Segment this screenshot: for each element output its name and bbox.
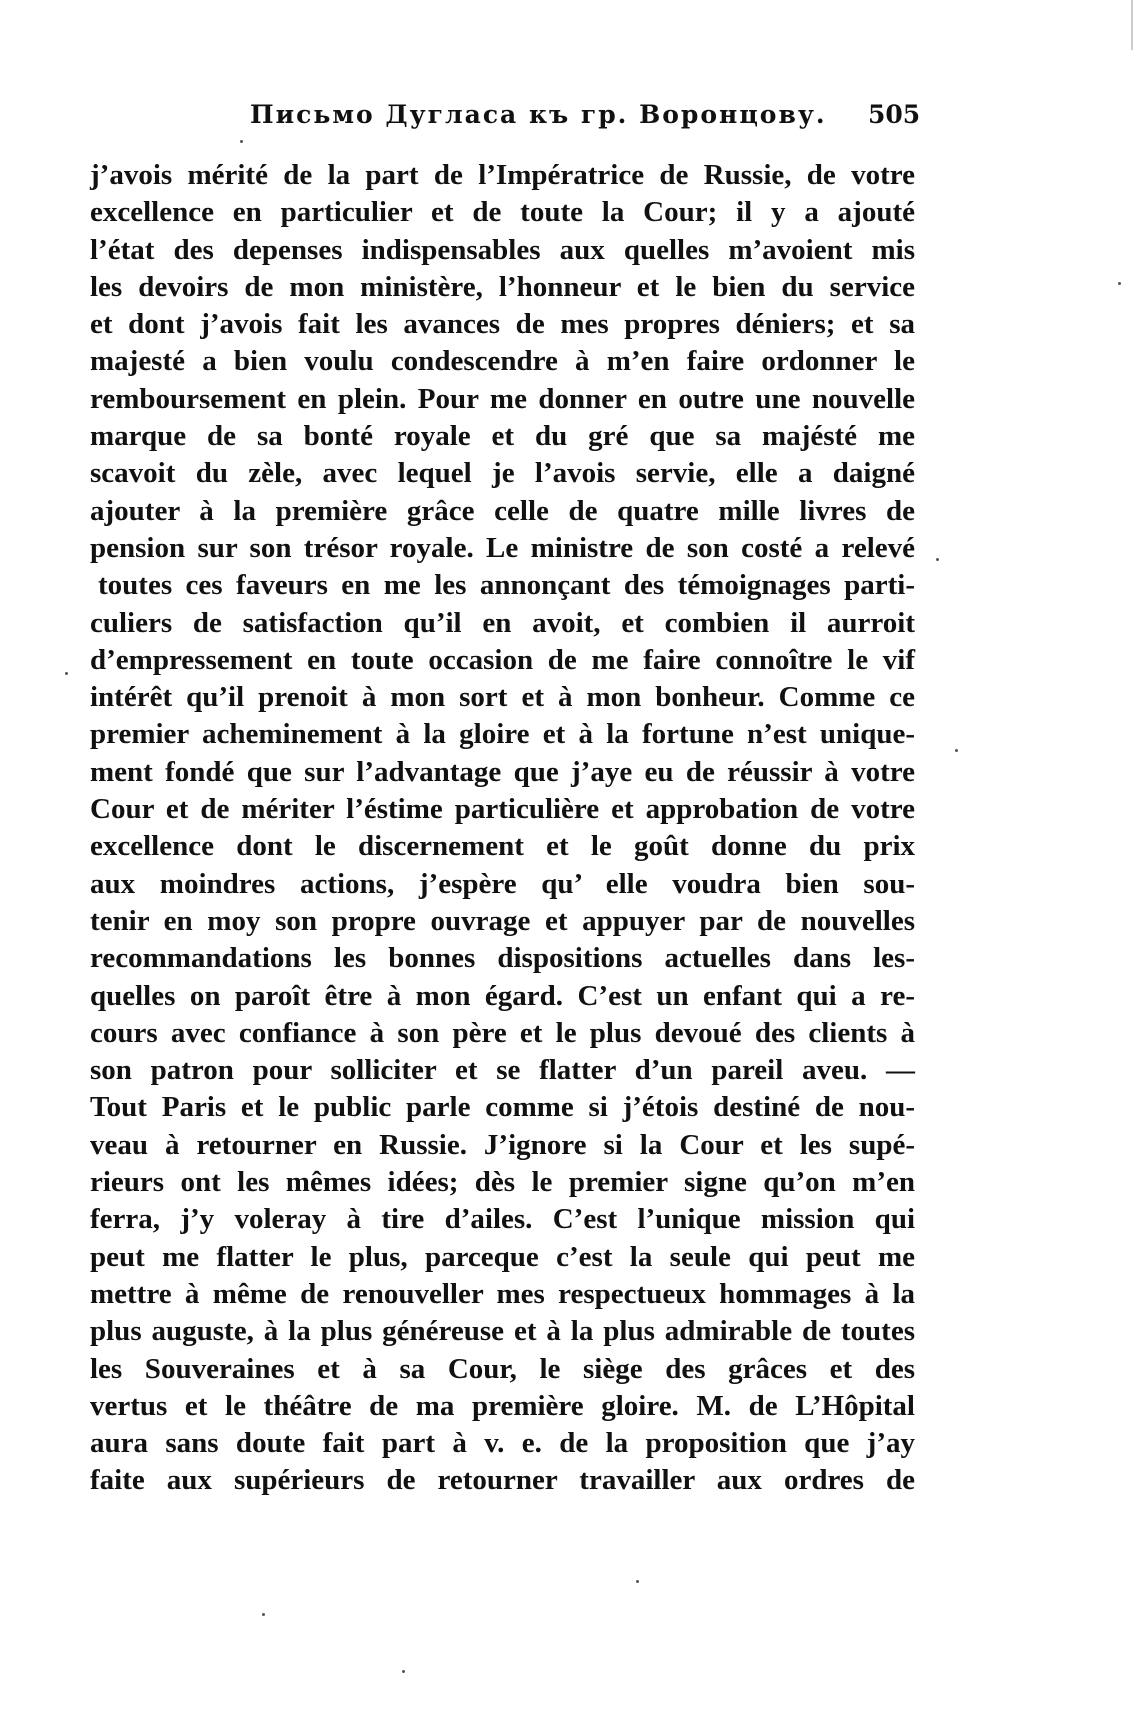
text-line: quelles on paroît être à mon égard. C’est un enfant qui a re- bbox=[90, 979, 915, 1012]
text-line: pension sur son trésor royale. Le ministre de son costé a relevé bbox=[90, 531, 915, 564]
ink-speck bbox=[1118, 282, 1121, 285]
ink-speck bbox=[240, 140, 243, 143]
text-line: ment fondé que sur l’advantage que j’aye eu de réussir à votre bbox=[90, 755, 915, 788]
running-title: Письмо Дугласа къ гр. Воронцову. bbox=[250, 100, 827, 129]
text-line: aux moindres actions, j’espère qu’ elle voudra bien sou- bbox=[90, 867, 915, 900]
text-line: ferra, j’y voleray à tire d’ailes. C’est l’unique mission qui bbox=[90, 1203, 915, 1236]
page-number: 505 bbox=[868, 100, 921, 129]
ink-speck bbox=[955, 749, 958, 752]
text-line: culiers de satisfaction qu’il en avoit, et combien il aurroit bbox=[90, 606, 915, 639]
text-line: les devoirs de mon ministère, l’honneur et le bien du service bbox=[90, 270, 915, 303]
text-line: l’état des depenses indispensables aux quelles m’avoient mis bbox=[90, 233, 915, 266]
text-line: cours avec confiance à son père et le plus devoué des clients à bbox=[90, 1016, 915, 1049]
text-line: marque de sa bonté royale et du gré que sa majésté me bbox=[90, 420, 915, 453]
scan-edge-line bbox=[1131, 0, 1133, 50]
text-line: ajouter à la première grâce celle de quatre mille livres de bbox=[90, 494, 915, 527]
text-line: Tout Paris et le public parle comme si j’étois destiné de nou- bbox=[90, 1091, 915, 1124]
text-line: remboursement en plein. Pour me donner en outre une nouvelle bbox=[90, 382, 915, 415]
ink-speck bbox=[402, 1670, 405, 1673]
text-line: intérêt qu’il prenoit à mon sort et à mon bonheur. Comme ce bbox=[90, 681, 915, 714]
text-line: majesté a bien voulu condescendre à m’en faire ordonner le bbox=[90, 345, 915, 378]
text-line: les Souveraines et à sa Cour, le siège des grâces et des bbox=[90, 1352, 915, 1385]
text-line: excellence dont le discernement et le goût donne du prix bbox=[90, 830, 915, 863]
ink-speck bbox=[262, 1613, 265, 1616]
text-line: Cour et de mériter l’éstime particulière et approbation de votre bbox=[90, 793, 915, 826]
body-text bbox=[90, 157, 915, 1500]
text-line: j’avois mérité de la part de l’Impératrice de Russie, de votre bbox=[90, 159, 915, 191]
ink-speck bbox=[65, 672, 68, 675]
ink-speck bbox=[636, 1580, 639, 1583]
text-line: toutes ces faveurs en me les annonçant des témoignages parti- bbox=[98, 569, 915, 602]
text-line: aura sans doute fait part à v. e. de la proposition que j’ay bbox=[90, 1427, 915, 1460]
text-line: recommandations les bonnes dispositions actuelles dans les- bbox=[90, 942, 915, 975]
text-line: et dont j’avois fait les avances de mes propres déniers; et sa bbox=[90, 308, 915, 341]
text-line: tenir en moy son propre ouvrage et appuyer par de nouvelles bbox=[90, 904, 915, 937]
text-line: son patron pour solliciter et se flatter d’un pareil aveu. — bbox=[90, 1054, 915, 1087]
text-line: d’empressement en toute occasion de me faire connoître le vif bbox=[90, 643, 915, 676]
text-line: vertus et le théâtre de ma première gloire. M. de L’Hôpital bbox=[90, 1389, 915, 1422]
text-line: plus auguste, à la plus généreuse et à la plus admirable de toutes bbox=[90, 1315, 915, 1348]
ink-speck bbox=[936, 558, 939, 561]
text-line: mettre à même de renouveller mes respectueux hommages à la bbox=[90, 1277, 915, 1310]
text-line: rieurs ont les mêmes idées; dès le premier signe qu’on m’en bbox=[90, 1166, 915, 1199]
text-line: scavoit du zèle, avec lequel je l’avois servie, elle a daigné bbox=[90, 457, 915, 490]
text-line: premier acheminement à la gloire et à la fortune n’est unique- bbox=[90, 718, 915, 751]
text-line: veau à retourner en Russie. J’ignore si la Cour et les supé- bbox=[90, 1128, 915, 1161]
text-line: peut me flatter le plus, parceque c’est la seule qui peut me bbox=[90, 1240, 915, 1273]
text-line: faite aux supérieurs de retourner travailler aux ordres de bbox=[90, 1464, 915, 1497]
text-line: excellence en particulier et de toute la Cour; il y a ajouté bbox=[90, 196, 915, 229]
